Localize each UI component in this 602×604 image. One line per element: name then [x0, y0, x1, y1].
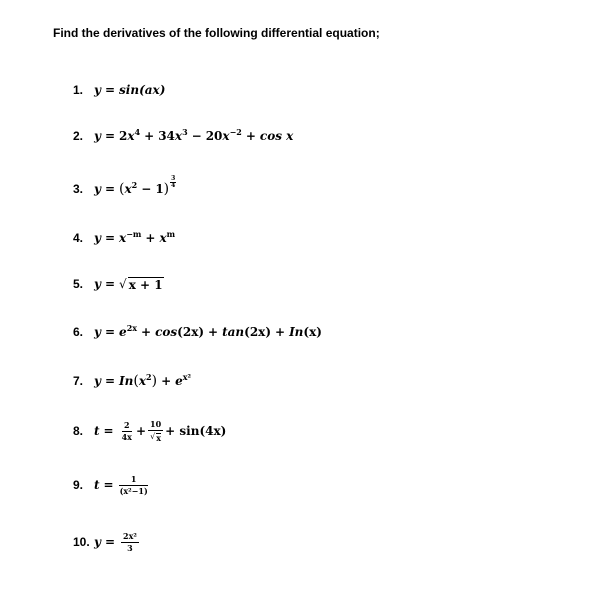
lhs-variable: y: [94, 231, 101, 245]
minus-term: 1: [155, 182, 164, 196]
fraction: [121, 532, 139, 552]
function-name: sin: [119, 83, 140, 97]
equation-item-5: [73, 272, 164, 296]
function-2-name: tan: [222, 325, 245, 339]
lhs-variable: t: [94, 424, 100, 438]
item-number: 10.: [73, 535, 90, 549]
fraction-1-denominator: 4x: [121, 431, 132, 442]
equation: t = $\frac{1}{\text{(x²−1)}}$: [94, 474, 148, 496]
exponent-denominator: 4: [171, 181, 176, 189]
page-heading: Find the derivatives of the following differential equation;: [53, 26, 380, 40]
item-number: 6.: [73, 325, 84, 339]
lhs-variable: y: [94, 129, 101, 143]
lhs-variable: t: [94, 478, 100, 492]
equation-item-4: [73, 226, 175, 250]
function-name: sin: [179, 424, 200, 438]
equation-item-8: [73, 419, 226, 443]
equation: t = $\frac{2}{4x}$ + 10 √ x + sin (4x): [94, 419, 227, 443]
base-variable: x: [124, 182, 132, 196]
fraction: [118, 475, 150, 495]
fraction-numerator: 1: [119, 475, 149, 485]
item-number: 8.: [73, 424, 84, 438]
fraction-denominator: 3: [127, 542, 133, 553]
equation: y = e $^{2x}$ + cos (2x) + tan (2x) + In (x): [94, 323, 322, 339]
equation: y = 2 x $^4$ + 34 x $^3$ − 20 x $^{-2}$ + cos x: [94, 127, 294, 143]
lhs-variable: y: [94, 182, 101, 196]
function-3-name: In: [289, 325, 304, 339]
equation-item-1: [73, 78, 165, 102]
item-number: 4.: [73, 231, 84, 245]
fraction-denominator: (x²−1): [119, 485, 148, 496]
equation: y = x $^{-m}$ + x $^m$: [94, 229, 176, 245]
function-3-arg: (x): [303, 325, 322, 339]
fraction-2-denominator: x: [156, 432, 162, 443]
square-root: √ x: [150, 431, 162, 443]
function-2-arg: (2x): [244, 325, 271, 339]
function-name: cos: [259, 129, 282, 143]
equation: y = ( x $^2$ − 1 ) $\frac{3}{4}$: [94, 174, 176, 197]
fraction-numerator: 2x²: [123, 531, 137, 542]
item-number: 1.: [73, 83, 84, 97]
function-arg: (4x): [199, 424, 227, 438]
equation-item-10: [73, 530, 141, 554]
equation-item-9: [73, 473, 152, 497]
radicand: x + 1: [128, 277, 163, 292]
equation: y = sin (ax): [94, 83, 166, 97]
fraction-2: [148, 420, 163, 442]
fraction-1: [120, 421, 134, 441]
lhs-variable: y: [94, 535, 101, 549]
function-1-name: cos: [155, 325, 178, 339]
function-name: In: [119, 374, 134, 388]
item-number: 7.: [73, 374, 84, 388]
term-2-coef: 34: [158, 129, 175, 143]
fraction-1-numerator: 2: [123, 420, 130, 431]
item-number: 2.: [73, 129, 84, 143]
lhs-variable: y: [94, 325, 101, 339]
exponent-numerator: 3: [171, 174, 176, 182]
lhs-variable: y: [94, 83, 101, 97]
equation: y = In ( x $^2$ ) + e $^{x^2}$: [94, 372, 192, 389]
item-number: 5.: [73, 277, 84, 291]
term-1-coef: 2: [119, 129, 128, 143]
term-3-coef: 20: [205, 129, 223, 143]
equation-item-6: [73, 320, 322, 344]
equation-item-3: [73, 174, 176, 201]
equation-item-7: [73, 369, 191, 393]
function-arg: x: [286, 129, 294, 143]
equation: y = √ x + 1: [94, 276, 163, 292]
lhs-variable: y: [94, 277, 101, 291]
function-1-arg: (2x): [177, 325, 205, 339]
equation-item-2: [73, 124, 293, 148]
item-number: 3.: [73, 182, 84, 196]
arg-base: x: [138, 374, 147, 388]
exponent-fraction: [170, 176, 176, 189]
square-root: [119, 277, 164, 292]
fraction-2-numerator: 10: [150, 419, 162, 430]
function-arg: (ax): [139, 83, 166, 97]
item-number: 9.: [73, 478, 84, 492]
equation: y = $\frac{\text{2x²}}{3}$: [94, 531, 137, 553]
lhs-variable: y: [94, 374, 101, 388]
radical-sign: √: [119, 276, 127, 291]
